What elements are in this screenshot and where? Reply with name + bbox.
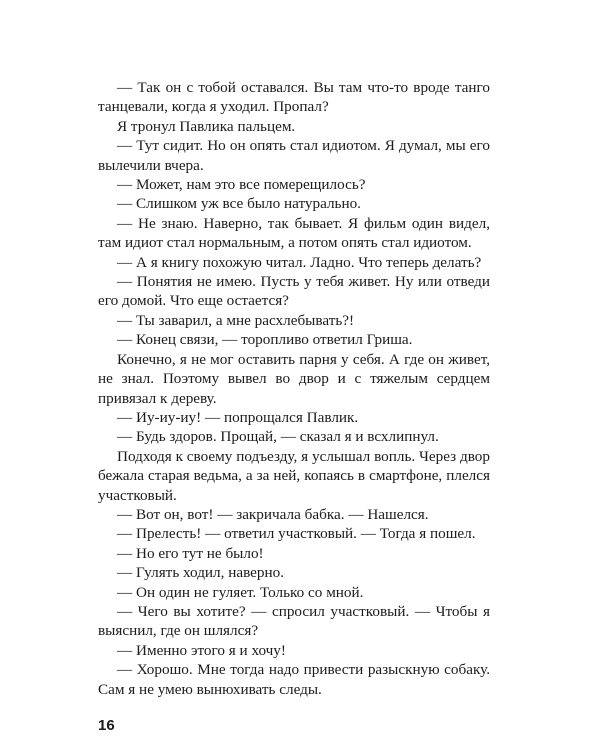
paragraph: — Именно этого я и хочу! [117, 641, 286, 659]
paragraph: Конечно, я не мог оставить парня у себя. А где он живет, не знал. Поэтому вывел во двор и с тяжелым сердцем привязал к дереву. [98, 350, 490, 407]
paragraph: — Так он с тобой оставался. Вы там что-то вроде танго танцевали, когда я уходил. Пропал? [98, 79, 490, 116]
paragraph: — Прелесть! — ответил участковый. — Тогда я пошел. [117, 525, 476, 543]
paragraph: Подходя к своему подъезду, я услышал вопль. Через двор бежала старая ведьма, а за ней, копаясь в смартфоне, плелся участковый. [98, 447, 490, 504]
page-number: 16 [98, 717, 115, 734]
paragraph: — Хорошо. Мне тогда надо привести разыскную собаку. Сам я не умею вынюхивать следы. [98, 661, 490, 698]
paragraph: — Ты заварил, а мне расхлебывать?! [117, 311, 355, 329]
paragraph: — Вот он, вот! — закричала бабка. — Нашелся. [117, 505, 429, 523]
body-text [98, 78, 490, 699]
paragraph: — Конец связи, — торопливо ответил Гриша. [117, 331, 413, 349]
paragraph: — Но его тут не было! [117, 544, 264, 562]
paragraph: Я тронул Павлика пальцем. [117, 117, 296, 135]
paragraph: — Слишком уж все было натурально. [117, 195, 361, 213]
paragraph: — А я книгу похожую читал. Ладно. Что теперь делать? [117, 253, 482, 271]
paragraph: — Будь здоров. Прощай, — сказал я и всхлипнул. [117, 428, 439, 446]
paragraph: — Понятия не имею. Пусть у тебя живет. Ну или отведи его домой. Что еще остается? [98, 273, 490, 310]
paragraph: — Он один не гуляет. Только со мной. [117, 583, 364, 601]
paragraph: — Гулять ходил, наверно. [117, 564, 285, 582]
paragraph: — Чего вы хотите? — спросил участковый. — Чтобы я выяснил, где он шлялся? [98, 602, 490, 640]
paragraph: — Не знаю. Наверно, так бывает. Я фильм один видел, там идиот стал нормальным, а потом опять стал идиотом. [98, 214, 490, 252]
paragraph: — Тут сидит. Но он опять стал идиотом. Я думал, мы его вылечили вчера. [98, 137, 490, 174]
paragraph: — Иу-иу-иу! — попрощался Павлик. [117, 408, 359, 426]
paragraph: — Может, нам это все померещилось? [117, 176, 366, 194]
